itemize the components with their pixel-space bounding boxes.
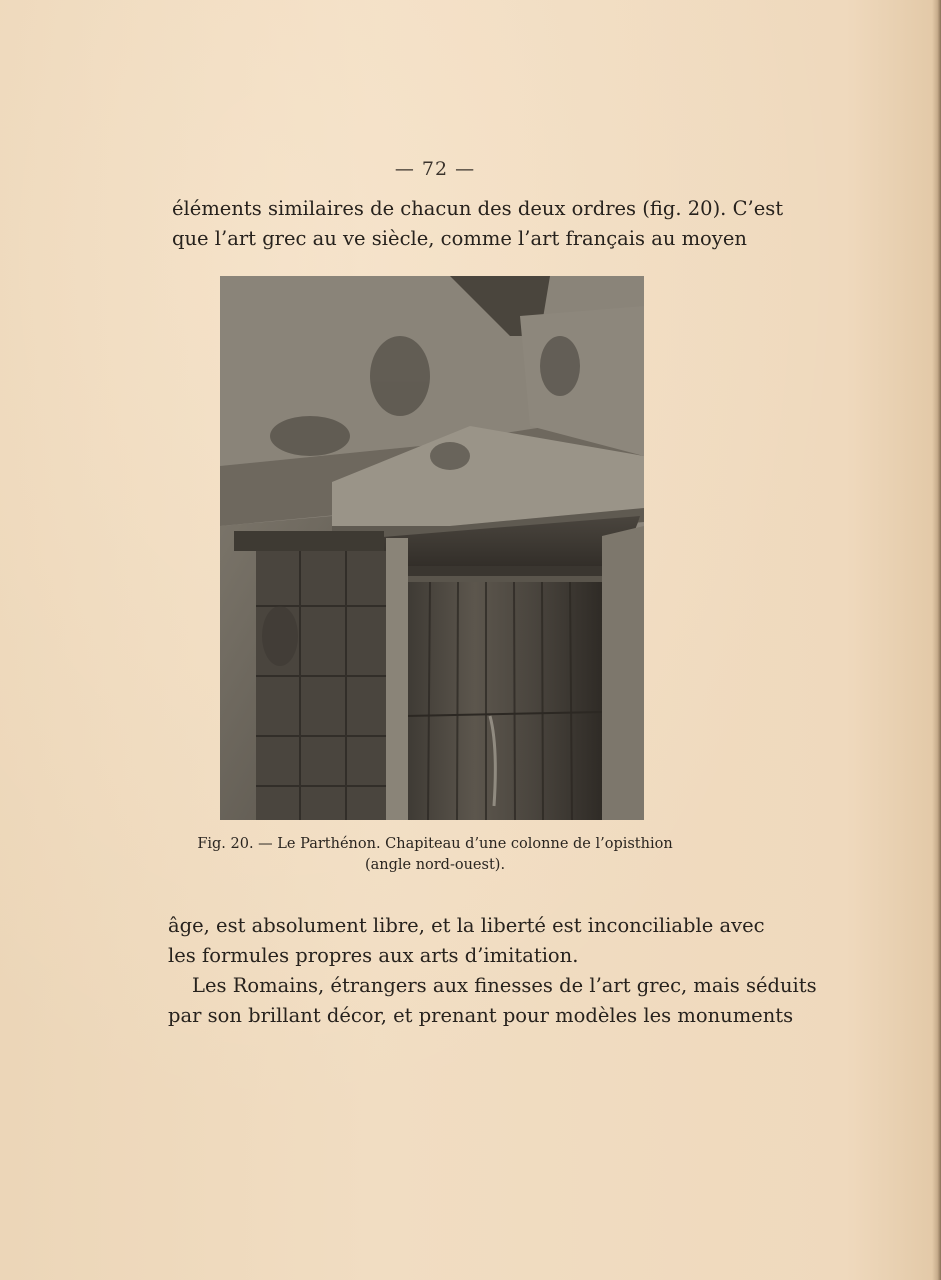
- text-line: âge, est absolument libre, et la liberté est inconciliable avec: [168, 914, 765, 937]
- caption-line: (angle nord-ouest).: [364, 857, 506, 873]
- parthenon-capital-image: [220, 276, 644, 820]
- page-edge-shadow: [932, 0, 941, 1280]
- figure-parthenon-photo: [220, 276, 644, 820]
- text-line: par son brillant décor, et prenant pour modèles les monuments: [168, 1004, 794, 1027]
- page-number: — 72 —: [394, 158, 476, 180]
- paragraph-bottom: [168, 911, 817, 1031]
- text-line: les formules propres aux arts d’imitation.: [168, 944, 579, 967]
- text-line: que l’art grec au ve siècle, comme l’art français au moyen: [172, 227, 747, 250]
- caption-line: Fig. 20. — Le Parthénon. Chapiteau d’une colonne de l’opisthion: [197, 836, 673, 852]
- text-line: Les Romains, étrangers aux finesses de l’art grec, mais séduits: [192, 974, 817, 997]
- text-line: éléments similaires de chacun des deux ordres (fig. 20). C’est: [172, 197, 784, 220]
- figure-caption: [180, 834, 690, 876]
- paragraph-top: [172, 194, 784, 254]
